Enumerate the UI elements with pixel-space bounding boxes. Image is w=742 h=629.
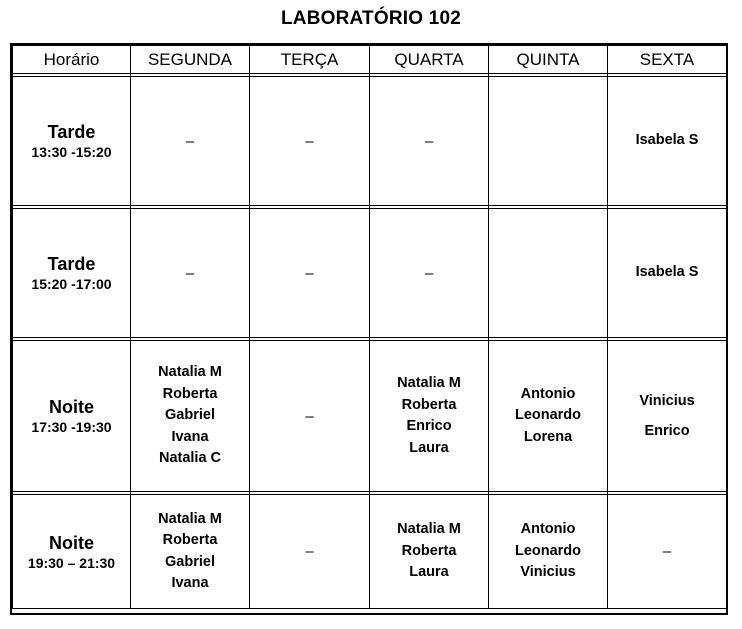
person-name: Leonardo	[514, 407, 582, 424]
person-name: Antonio	[520, 521, 576, 538]
schedule-cell	[370, 341, 489, 492]
schedule-cell	[489, 341, 608, 492]
person-name: Lorena	[523, 428, 573, 445]
schedule-cell	[250, 495, 370, 609]
schedule-table	[12, 45, 727, 609]
person-name: Leonardo	[514, 542, 582, 559]
header-terca: TERÇA	[250, 46, 370, 74]
header-quarta: QUARTA	[370, 46, 489, 74]
person-name: Isabela S	[635, 132, 699, 149]
empty-dash: –	[662, 543, 672, 560]
time-range: 13:30 -15:20	[31, 144, 112, 160]
time-slot-cell	[13, 77, 131, 206]
schedule-cell	[370, 495, 489, 609]
table-row	[13, 209, 727, 338]
person-name: Enrico	[644, 423, 690, 439]
person-name: Roberta	[162, 385, 218, 402]
table-row	[13, 495, 727, 609]
person-name: Enrico	[406, 418, 452, 434]
schedule-cell	[608, 209, 727, 338]
person-name: Gabriel	[165, 407, 215, 424]
page-title: LABORATÓRIO 102	[280, 8, 461, 29]
time-slot-cell	[13, 495, 131, 609]
person-name: Gabriel	[165, 553, 215, 570]
schedule-cell	[608, 341, 727, 492]
schedule-cell	[250, 209, 370, 338]
person-name: Natalia M	[397, 521, 461, 538]
period-label: Tarde	[47, 254, 96, 274]
time-range: 19:30 – 21:30	[27, 554, 116, 571]
person-name: Isabela S	[635, 264, 699, 281]
period-label: Noite	[49, 397, 94, 417]
person-name: Natalia M	[158, 364, 222, 381]
schedule-cell	[131, 209, 250, 338]
person-name: Roberta	[162, 532, 218, 548]
time-range: 15:20 -17:00	[31, 276, 112, 292]
person-name: Antonio	[520, 385, 576, 402]
schedule-cell	[489, 209, 608, 338]
person-name: Natalia M	[158, 510, 222, 527]
table-row	[13, 77, 727, 206]
empty-dash: –	[424, 132, 434, 150]
schedule-cell	[131, 77, 250, 206]
schedule-cell	[131, 495, 250, 609]
person-name: Laura	[409, 439, 449, 456]
time-slot-cell	[13, 209, 131, 338]
person-name: Laura	[409, 564, 449, 581]
person-name: Roberta	[401, 396, 457, 413]
schedule-cell	[370, 209, 489, 338]
person-name: Ivana	[171, 428, 209, 445]
person-name: Vinicius	[639, 393, 695, 409]
schedule-cell	[131, 341, 250, 492]
schedule-cell	[608, 495, 727, 609]
empty-dash: –	[305, 407, 314, 425]
time-slot-cell	[13, 341, 131, 492]
schedule-cell	[370, 77, 489, 206]
schedule-cell	[608, 77, 727, 206]
person-name: Natalia C	[158, 450, 222, 467]
person-name: Roberta	[401, 542, 457, 559]
person-name: Ivana	[171, 575, 209, 591]
header-horario: Horário	[13, 46, 131, 74]
person-name: Natalia M	[397, 375, 461, 391]
schedule-cell	[250, 341, 370, 492]
schedule-body	[13, 74, 727, 609]
empty-dash: –	[305, 132, 314, 150]
empty-dash: –	[185, 132, 195, 150]
empty-dash: –	[424, 264, 434, 282]
schedule-cell	[489, 495, 608, 609]
schedule-cell	[489, 77, 608, 206]
schedule-cell	[250, 77, 370, 206]
period-label: Tarde	[47, 122, 96, 142]
header-quinta: QUINTA	[489, 46, 608, 74]
period-label: Noite	[49, 532, 94, 553]
header-row	[13, 46, 727, 74]
table-row	[13, 341, 727, 492]
header-segunda: SEGUNDA	[131, 46, 250, 74]
person-name: Vinicius	[520, 564, 576, 581]
header-sexta: SEXTA	[608, 46, 727, 74]
empty-dash: –	[305, 543, 314, 560]
time-range: 17:30 -19:30	[31, 419, 112, 435]
empty-dash: –	[305, 264, 314, 282]
empty-dash: –	[185, 264, 195, 282]
